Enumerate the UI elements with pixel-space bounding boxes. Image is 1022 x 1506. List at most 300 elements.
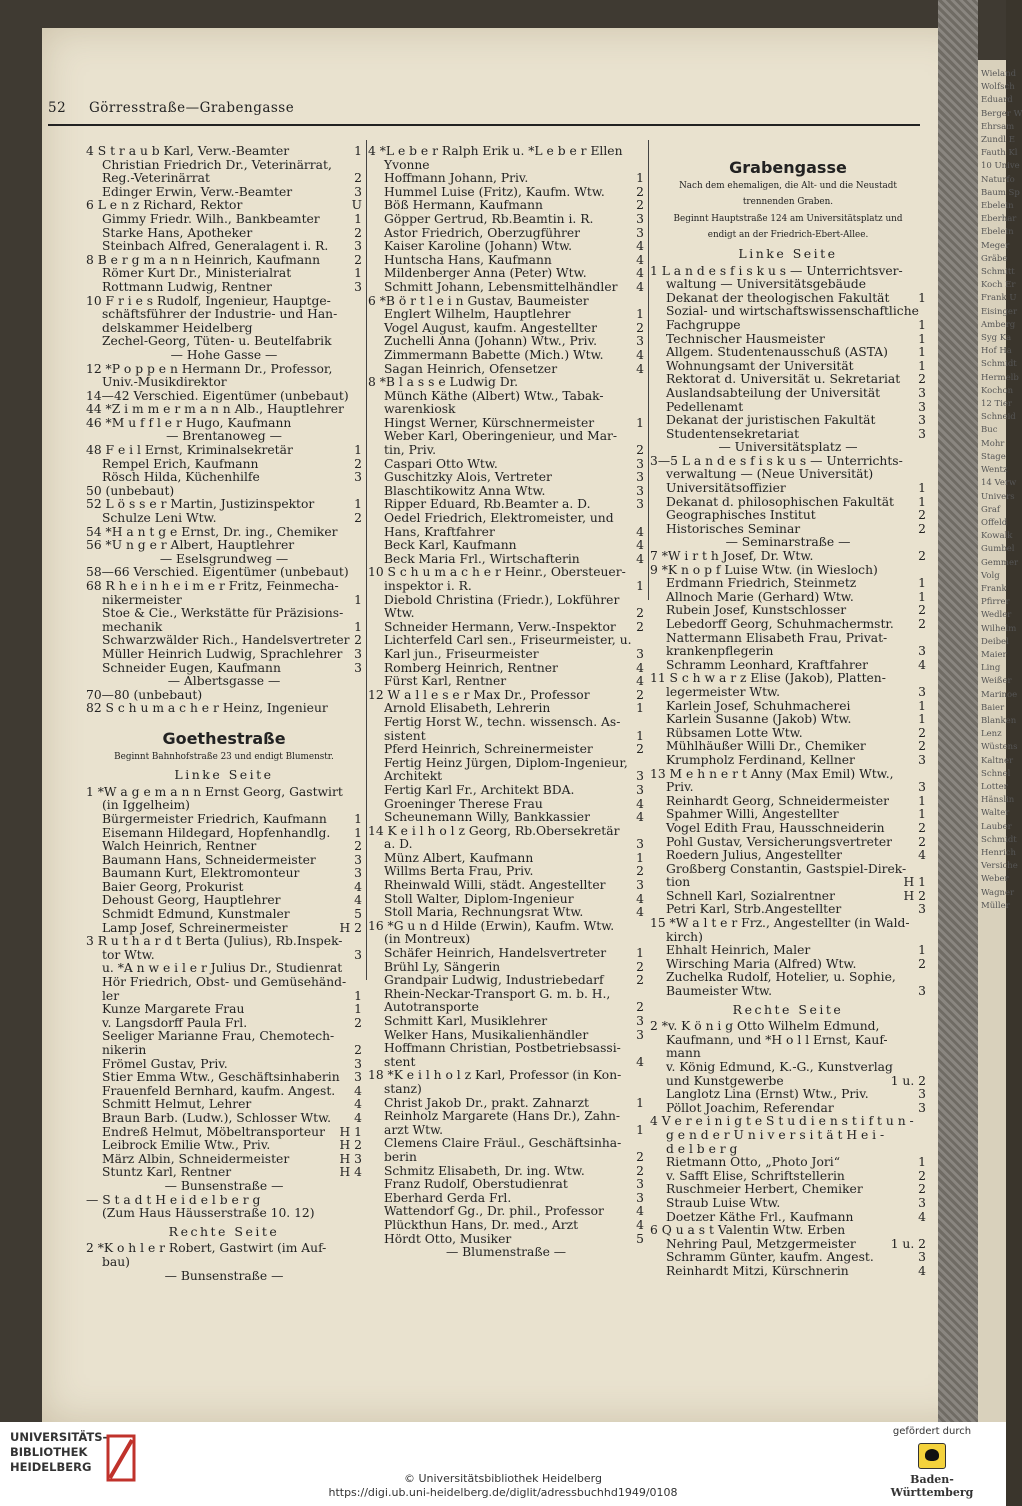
directory-entry <box>650 1211 926 1225</box>
entry-text: Kaiser Karoline (Johann) Wtw. <box>384 239 573 254</box>
state-crest-icon <box>918 1443 946 1469</box>
column-divider <box>366 140 367 980</box>
edge-word: Schmitt <box>981 267 1015 278</box>
entry-text: Rottmann Ludwig, Rentner <box>102 279 272 294</box>
entry-text: 10 F r i e s Rudolf, Ingenieur, Hauptge- <box>86 293 331 308</box>
floor-number: 2 <box>636 742 644 757</box>
entry-text: Gimmy Friedr. Wilh., Bankbeamter <box>102 211 320 226</box>
edge-word: Stage <box>981 451 1006 462</box>
entry-text: Fertig Heinz Jürgen, Diplom-Ingenieur, <box>384 755 628 770</box>
entry-text: Willms Berta Frau, Priv. <box>384 864 534 879</box>
floor-number: 2 <box>636 443 644 458</box>
directory-entry <box>368 974 644 988</box>
entry-text: Doetzer Käthe Frl., Kaufmann <box>666 1209 854 1224</box>
floor-number: 4 <box>636 524 644 539</box>
floor-number: 2 <box>918 725 926 740</box>
directory-entry <box>86 881 362 895</box>
floor-number: 4 <box>354 893 362 908</box>
directory-entry <box>86 1112 362 1126</box>
entry-text: Rhein-Neckar-Transport G. m. b. H., <box>384 986 611 1001</box>
directory-entry <box>86 1003 362 1017</box>
floor-number: 1 <box>918 494 926 509</box>
floor-number: 4 <box>354 1110 362 1125</box>
directory-entry <box>650 903 926 917</box>
floor-number: 3 <box>636 334 644 349</box>
edge-word: Hermelb <box>981 372 1019 383</box>
directory-entry <box>86 159 362 173</box>
edge-word: Amberg <box>981 319 1016 330</box>
floor-number: 2 <box>354 252 362 267</box>
directory-entry <box>650 890 926 904</box>
directory-entry <box>86 1139 362 1153</box>
floor-number: 3 <box>636 456 644 471</box>
floor-number: 3 <box>636 1177 644 1192</box>
floor-number: 2 <box>354 1043 362 1057</box>
directory-entry <box>368 471 644 485</box>
entry-text: Wohnungsamt der Universität <box>666 358 854 373</box>
entry-text: tor Wtw. <box>102 947 155 962</box>
floor-number: 3 <box>636 211 644 226</box>
edge-word: Kowalk <box>981 531 1013 542</box>
floor-number: 2 <box>636 959 644 974</box>
entry-text: nikermeister <box>102 592 182 607</box>
directory-entry <box>650 1224 926 1238</box>
floor-number: U <box>351 198 362 213</box>
floor-number: 3 <box>636 483 644 498</box>
edge-word: Offeld <box>981 517 1008 528</box>
edge-word: Naturfo <box>981 174 1015 185</box>
floor-number: 3 <box>354 1056 362 1071</box>
directory-entry <box>368 675 644 689</box>
entry-text: delskammer Heidelberg <box>102 320 253 335</box>
entry-text: v. Safft Elise, Schriftstellerin <box>666 1168 845 1183</box>
entry-text: Pferd Heinrich, Schreinermeister <box>384 742 593 757</box>
directory-entry <box>368 1165 644 1179</box>
cross-street: — Seminarstraße — <box>725 535 851 550</box>
entry-text: Weber Karl, Oberingenieur, und Mar- <box>384 429 618 444</box>
directory-entry <box>368 430 644 444</box>
entry-text: Beck Maria Frl., Wirtschafterin <box>384 551 580 566</box>
entry-text: v. König Edmund, K.-G., Kunstverlag <box>666 1060 893 1074</box>
directory-entry <box>368 349 644 363</box>
floor-number: 1 <box>636 579 644 593</box>
directory-entry <box>650 836 926 850</box>
directory-entry <box>650 550 926 564</box>
directory-entry <box>86 840 362 854</box>
entry-text: Petri Karl, Strb.Angestellter <box>666 902 842 917</box>
entry-text: Zuchelli Anna (Johann) Wtw., Priv. <box>384 334 597 349</box>
edge-word: Syg Ka <box>981 333 1012 344</box>
floor-number: 2 <box>918 603 926 618</box>
entry-text: Wattendorf Gg., Dr. phil., Professor <box>384 1204 604 1219</box>
entry-text: Nehring Paul, Metzgermeister <box>666 1236 856 1251</box>
entry-text: Baumann Kurt, Elektromonteur <box>102 866 300 881</box>
directory-entry <box>650 346 926 360</box>
directory-entry <box>368 702 644 716</box>
entry-text: Seeliger Marianne Frau, Chemotech- <box>102 1029 335 1044</box>
entry-text: Böß Hermann, Kaufmann <box>384 198 543 213</box>
entry-text: Baumeister Wtw. <box>666 984 773 999</box>
floor-number: 1 <box>636 946 644 961</box>
column-left <box>86 145 362 1283</box>
entry-text: Schramm Leonhard, Kraftfahrer <box>666 657 868 672</box>
directory-entry <box>86 1166 362 1180</box>
directory-entry <box>368 172 644 186</box>
directory-entry <box>368 566 644 580</box>
directory-entry <box>86 295 362 309</box>
directory-entry <box>650 713 926 727</box>
directory-entry <box>86 908 362 922</box>
state-name[interactable]: Baden-Württemberg <box>890 1473 974 1499</box>
floor-number: 1 <box>354 811 362 826</box>
edge-word: Schnel <box>981 768 1011 779</box>
entry-text: 56 *U n g e r Albert, Hauptlehrer <box>86 538 295 553</box>
edge-word: Schmidt <box>981 359 1017 370</box>
edge-word: Baum Sp <box>981 187 1020 198</box>
directory-entry <box>368 798 644 812</box>
directory-entry <box>368 1110 644 1124</box>
entry-text: Stuntz Karl, Rentner <box>102 1165 232 1180</box>
directory-entry <box>650 1020 926 1034</box>
entry-text: 82 S c h u m a c h e r Heinz, Ingenieur <box>86 701 328 716</box>
directory-entry <box>368 390 644 404</box>
entry-text: Hingst Werner, Kürschnermeister <box>384 415 595 430</box>
edge-word: Kaltner <box>981 755 1014 766</box>
entry-text: Spahmer Willi, Angestellter <box>666 807 839 822</box>
floor-number: 5 <box>636 1231 644 1246</box>
directory-entry <box>86 922 362 936</box>
floor-number: 2 <box>918 1182 926 1197</box>
directory-entry <box>650 333 926 347</box>
directory-entry <box>368 743 644 757</box>
directory-entry <box>650 795 926 809</box>
entry-text: Mildenberger Anna (Peter) Wtw. <box>384 266 587 281</box>
directory-entry <box>650 672 926 686</box>
entry-text: Müller Heinrich Ludwig, Sprachlehrer <box>102 646 343 661</box>
entry-text: Allgem. Studentenausschuß (ASTA) <box>666 345 888 360</box>
directory-entry <box>650 265 926 279</box>
entry-text: Welker Hans, Musikalienhändler <box>384 1027 589 1042</box>
entry-text: Dekanat der juristischen Fakultät <box>666 413 876 428</box>
floor-number: 3 <box>918 399 926 414</box>
entry-text: 4 S t r a u b Karl, Verw.-Beamter <box>86 144 290 158</box>
directory-entry <box>86 1017 362 1031</box>
directory-entry <box>86 786 362 800</box>
floor-number: 1 u. 2 <box>890 1073 926 1088</box>
floor-number: 1 <box>918 807 926 822</box>
directory-entry <box>86 213 362 227</box>
entry-text: Universitätsoffizier <box>666 481 786 496</box>
floor-number: 4 <box>918 1263 926 1278</box>
edge-word: Ehrsam <box>981 121 1015 132</box>
directory-entry <box>650 1238 926 1252</box>
side-heading: Linke Seite <box>738 245 838 261</box>
directory-entry <box>368 784 644 798</box>
cross-street: — Hohe Gasse — <box>170 347 278 362</box>
edge-word: Lotter <box>981 781 1008 792</box>
floor-number: 3 <box>918 644 926 659</box>
floor-number: 3 <box>918 684 926 699</box>
entry-text: (in Montreux) <box>384 932 471 947</box>
directory-entry <box>86 417 362 431</box>
directory-entry <box>650 727 926 741</box>
entry-text: tion <box>666 875 691 890</box>
floor-number: 2 <box>354 839 362 854</box>
entry-text: Guschitzky Alois, Vertreter <box>384 470 552 485</box>
directory-entry <box>650 1075 926 1089</box>
edge-word: Blanken <box>981 715 1017 726</box>
directory-entry <box>368 757 644 771</box>
directory-entry <box>86 227 362 241</box>
entry-text: 3 R u t h a r d t Berta (Julius), Rb.Inspek- <box>86 934 343 949</box>
directory-entry <box>86 335 362 349</box>
entry-text: Krumpholz Ferdinand, Kellner <box>666 752 855 767</box>
floor-number: 4 <box>636 905 644 920</box>
floor-number: 4 <box>636 538 644 553</box>
entry-text: 1 *W a g e m a n n Ernst Georg, Gastwirt <box>86 784 343 799</box>
entry-text: 10 S c h u m a c h e r Heinr., Obersteuer- <box>368 565 626 580</box>
directory-entry <box>368 838 644 852</box>
entry-text: Clemens Claire Fräul., Geschäftsinha- <box>384 1136 622 1151</box>
edge-word: Ebelein <box>981 227 1014 238</box>
directory-entry <box>86 1044 362 1058</box>
funder-block <box>872 1426 992 1499</box>
entry-text: Lebedorff Georg, Schuhmachermstr. <box>666 617 894 631</box>
entry-text: Hans, Kraftfahrer <box>384 524 495 539</box>
entry-text: Endreß Helmut, Möbeltransporteur <box>102 1124 325 1139</box>
entry-text: mechanik <box>102 619 163 634</box>
entry-text: Reinholz Margarete (Hans Dr.), Zahn- <box>384 1109 621 1124</box>
directory-entry <box>86 308 362 322</box>
directory-entry <box>368 893 644 907</box>
edge-word: Wilhelm <box>981 623 1017 634</box>
entry-text: Christian Friedrich Dr., Veterinärrat, <box>102 157 332 172</box>
floor-number: 4 <box>636 347 644 362</box>
floor-number: 1 <box>636 701 644 716</box>
directory-entry <box>368 594 644 608</box>
directory-entry <box>650 645 926 659</box>
edge-word: Weißer <box>981 676 1012 687</box>
floor-number: 4 <box>636 266 644 281</box>
entry-text: Brühl Ly, Sängerin <box>384 959 501 974</box>
directory-entry <box>86 186 362 200</box>
floor-number: 2 <box>354 456 362 471</box>
edge-word: Frank U <box>981 293 1017 304</box>
entry-text: Reinhardt Mitzi, Kürschnerin <box>666 1263 849 1278</box>
entry-text: Fertig Karl Fr., Architekt BDA. <box>384 782 575 797</box>
directory-entry <box>368 1192 644 1206</box>
directory-entry <box>368 621 644 635</box>
entry-text: Kunze Margarete Frau <box>102 1002 245 1017</box>
entry-text: waltung — Universitätsgebäude <box>666 277 867 292</box>
directory-entry <box>368 730 644 744</box>
street-description: Beginnt Bahnhofstraße 23 und endigt Blumenstr. <box>114 751 334 762</box>
floor-number: 3 <box>354 866 362 881</box>
entry-text: Pedellenamt <box>666 399 744 414</box>
entry-text: (Zum Haus Häusserstraße 10. 12) <box>102 1206 315 1221</box>
directory-entry <box>86 526 362 540</box>
entry-text: Historisches Seminar <box>666 521 801 536</box>
entry-text: Rempel Erich, Kaufmann <box>102 456 259 471</box>
edge-word: Ling <box>981 663 1001 674</box>
edge-word: Marinoe <box>981 689 1018 700</box>
copyright-block <box>0 1472 1006 1500</box>
directory-entry <box>368 213 644 227</box>
entry-text: 8 *B l a s s e Ludwig Dr. <box>368 375 519 390</box>
edge-word: Gumbel <box>981 544 1015 555</box>
floor-number: 4 <box>636 279 644 294</box>
entry-text: März Albin, Schneidermeister <box>102 1151 290 1166</box>
funded-by-text: gefördert durch <box>892 1426 972 1437</box>
entry-text: 70—80 (unbebaut) <box>86 687 203 702</box>
directory-entry <box>86 976 362 990</box>
floor-number: 4 <box>354 879 362 894</box>
edge-word: Wedler <box>981 610 1012 621</box>
edge-word: 10 Unive <box>981 161 1020 172</box>
floor-number: 3 <box>636 497 644 512</box>
directory-entry <box>86 376 362 390</box>
floor-number: 1 <box>636 171 644 186</box>
copyright-text: © Universitätsbibliothek Heidelberg <box>403 1472 602 1485</box>
edge-word: Weber <box>981 874 1009 885</box>
floor-number: 2 <box>918 1168 926 1183</box>
directory-entry <box>650 958 926 972</box>
page-number: 52 <box>48 100 67 116</box>
entry-text: Schneider Eugen, Kaufmann <box>102 660 281 675</box>
entry-text: Reinhardt Georg, Schneidermeister <box>666 793 889 808</box>
edge-word: Mohr <box>981 438 1005 449</box>
entry-text: d e l b e r g <box>666 1141 738 1156</box>
entry-text: krankenpflegerin <box>666 644 774 659</box>
entry-text: Reg.-Veterinärrat <box>102 171 210 186</box>
entry-text: Scheunemann Willy, Bankkassier <box>384 810 590 825</box>
floor-number: 4 <box>636 810 644 825</box>
floor-number: 3 <box>354 1070 362 1085</box>
entry-text: Hoffmann Johann, Priv. <box>384 171 529 186</box>
entry-text: Blaschtikowitz Anna Wtw. <box>384 483 546 498</box>
directory-entry <box>368 947 644 961</box>
entry-text: arzt Wtw. <box>384 1122 444 1137</box>
directory-entry <box>650 985 926 999</box>
directory-entry <box>86 1071 362 1085</box>
floor-number: 1 <box>354 988 362 1003</box>
footer <box>0 1422 1006 1506</box>
directory-entry <box>368 1233 644 1247</box>
directory-entry <box>650 781 926 795</box>
floor-number: 1 <box>636 728 644 743</box>
source-url[interactable]: https://digi.ub.uni-heidelberg.de/diglit/adressbuchhd1949/0108 <box>328 1486 678 1499</box>
floor-number: 1 <box>918 576 926 591</box>
entry-text: 15 *W a l t e r Frz., Angestellter (in Wald- <box>650 916 910 931</box>
entry-text: Leibrock Emilie Wtw., Priv. <box>102 1138 271 1153</box>
entry-text: Eisemann Hildegard, Hopfenhandlg. <box>102 825 331 840</box>
edge-word: Pfirrer <box>981 597 1010 608</box>
directory-entry <box>86 485 362 499</box>
entry-text: Steinbach Alfred, Generalagent i. R. <box>102 239 329 254</box>
floor-number: 4 <box>636 660 644 675</box>
entry-text: Walch Heinrich, Rentner <box>102 839 257 854</box>
entry-text: Rektorat d. Universität u. Sekretariat <box>666 372 901 387</box>
directory-entry <box>368 512 644 526</box>
entry-text: Lichterfeld Carl sen., Friseurmeister, u. <box>384 633 632 648</box>
floor-number: 3 <box>918 752 926 767</box>
adjacent-page-text <box>978 60 1022 913</box>
floor-number: 2 <box>354 225 362 240</box>
entry-text: Dekanat d. philosophischen Fakultät <box>666 494 894 509</box>
cross-street: — Albertsgasse — <box>167 674 281 689</box>
entry-text: Mühlhäußer Willi Dr., Chemiker <box>666 739 866 754</box>
entry-text: Stier Emma Wtw., Geschäftsinhaberin <box>102 1070 340 1085</box>
directory-entry <box>368 1001 644 1015</box>
directory-entry <box>650 1102 926 1116</box>
edge-word: Maier <box>981 649 1007 660</box>
floor-number: 1 <box>354 211 362 226</box>
floor-number: 3 <box>918 413 926 428</box>
directory-entry <box>368 852 644 866</box>
directory-entry <box>650 604 926 618</box>
edge-word: Meger <box>981 240 1010 251</box>
entry-text: Schneider Hermann, Verw.-Inspektor <box>384 619 616 634</box>
directory-entry <box>368 281 644 295</box>
directory-entry <box>86 566 362 580</box>
directory-entry <box>650 1197 926 1211</box>
entry-text: Schnell Karl, Sozialrentner <box>666 888 835 903</box>
entry-text: 14 K e i l h o l z Georg, Rb.Obersekretär <box>368 823 620 838</box>
edge-word: Volg <box>981 570 1000 581</box>
edge-word: Frank <box>981 583 1007 594</box>
floor-number: H 1 <box>903 875 926 890</box>
floor-number: 4 <box>354 1083 362 1098</box>
street-description: endigt an der Friedrich-Ebert-Allee. <box>707 230 869 241</box>
directory-entry <box>86 403 362 417</box>
entry-text: berin <box>384 1149 417 1164</box>
entry-text: 6 L e n z Richard, Rektor <box>86 198 243 213</box>
cross-street: — Universitätsplatz — <box>718 440 858 455</box>
entry-text: Wirsching Maria (Alfred) Wtw. <box>666 956 857 971</box>
floor-number: 4 <box>636 551 644 566</box>
entry-text: 14—42 Verschied. Eigentümer (unbebaut) <box>86 388 349 403</box>
directory-entry <box>368 933 644 947</box>
entry-text: Englert Wilhelm, Hauptlehrer <box>384 307 571 322</box>
directory-entry <box>650 468 926 482</box>
entry-text: Pohl Gustav, Versicherungsvertreter <box>666 834 893 849</box>
floor-number: 2 <box>918 508 926 523</box>
entry-text: Römer Kurt Dr., Ministerialrat <box>102 266 292 281</box>
directory-entry <box>368 580 644 594</box>
directory-entry <box>650 1061 926 1075</box>
floor-number: 1 <box>354 497 362 512</box>
floor-number: 1 <box>918 793 926 808</box>
entry-text: mann <box>666 1046 701 1061</box>
directory-entry <box>368 1042 644 1056</box>
entry-text: Ehhalt Heinrich, Maler <box>666 943 811 958</box>
entry-text: Grandpair Ludwig, Industriebedarf <box>384 973 604 988</box>
directory-entry <box>86 1030 362 1044</box>
directory-entry <box>650 659 926 673</box>
floor-number: 1 <box>354 592 362 607</box>
directory-entry <box>368 498 644 512</box>
entry-text: 50 (unbebaut) <box>86 483 175 498</box>
entry-text: 9 *K n o p f Luise Wtw. (in Wiesloch) <box>650 562 878 577</box>
side-heading: Rechte Seite <box>168 1223 280 1239</box>
directory-entry <box>368 295 644 309</box>
entry-text: schäftsführer der Industrie- und Han- <box>102 307 338 322</box>
entry-text: 4 *L e b e r Ralph Erik u. *L e b e r Ellen <box>368 144 623 158</box>
directory-entry <box>86 1242 362 1256</box>
entry-text: (in Iggelheim) <box>102 798 190 813</box>
entry-text: Schmitt Johann, Lebensmittelhändler <box>384 279 618 294</box>
floor-number: 3 <box>636 1190 644 1205</box>
